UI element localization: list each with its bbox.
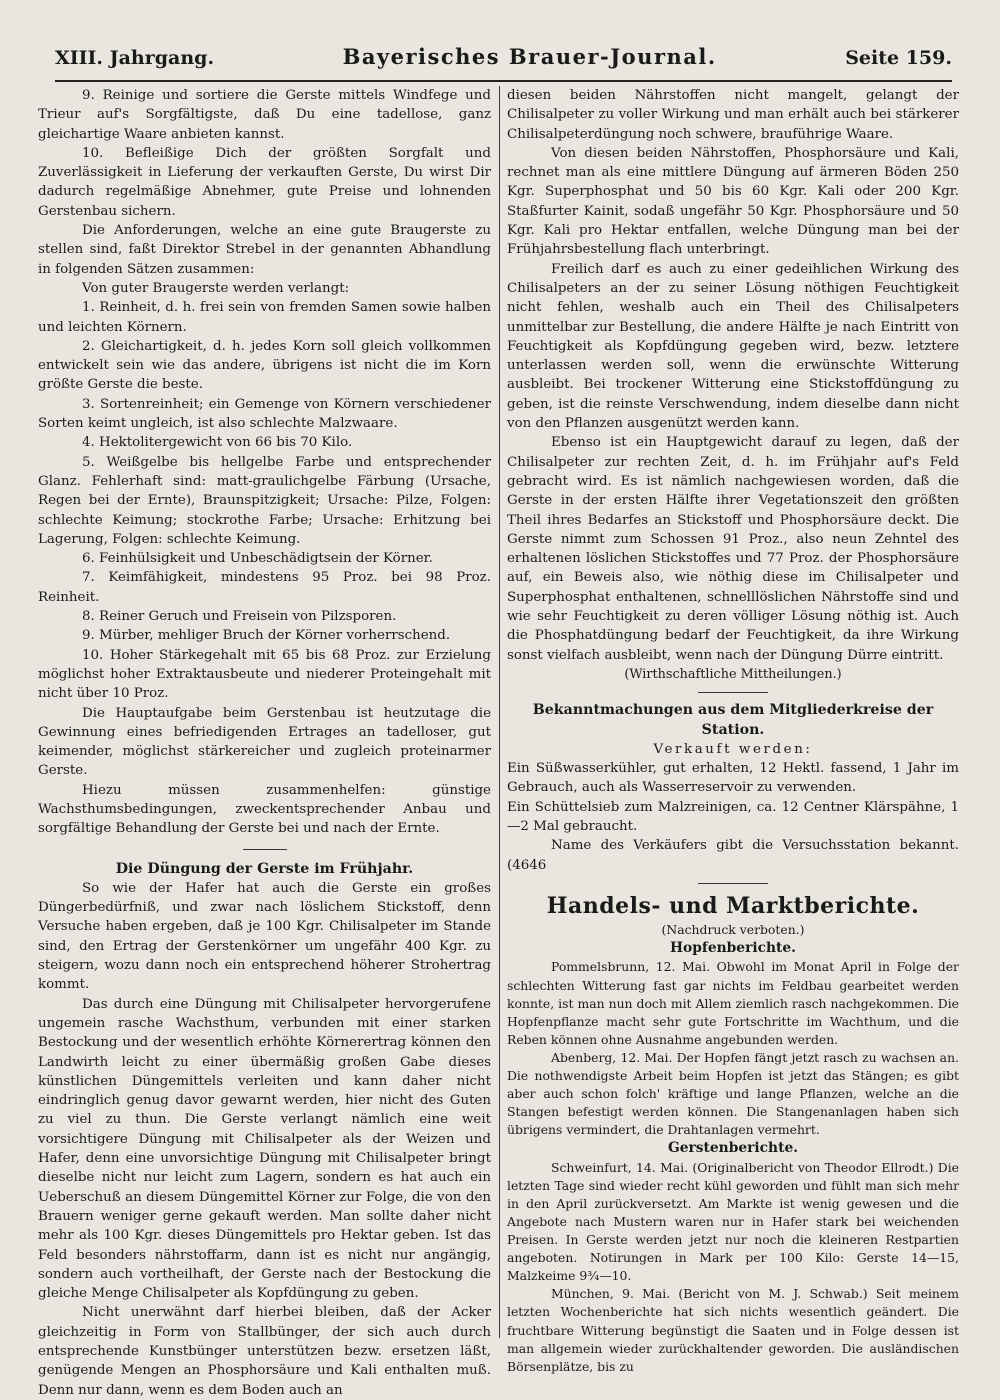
paragraph: 10. Befleißige Dich der größten Sorgfalt und Zuverlässigkeit in Lieferung der verkauften Gerste, Du wirst Dir dadurch regelmäßige Abnehmer, gute Preise und lohnenden Gerstenbau sichern. — [38, 145, 491, 219]
paragraph: Von guter Braugerste werden verlangt: — [82, 280, 350, 296]
announcement: Ein Schüttelsieb zum Malzreinigen, ca. 12 Centner Klärspähne, 1—2 Mal gebraucht. — [507, 799, 959, 834]
barley-reports-title: Gerstenberichte. — [667, 1140, 799, 1157]
list-item: 8. Reiner Geruch und Freisein von Pilzsporen. — [82, 609, 397, 625]
list-item: 5. Weißgelbe bis hellgelbe Farbe und entsprechender Glanz. Fehlerhaft sind: matt-graulichgelbe Färbung (Ursache, Regen bei der Ernte), Braunspitzigkeit; Ursache: Pilze, Folgen: schlechte Keimung; stockrothe Farbe; Ursache: Erhitzung bei Lagerung, Folgen: schlechte Keimung. — [38, 454, 491, 547]
journal-title: Bayerisches Brauer-Journal. — [342, 44, 717, 69]
right-column — [507, 86, 959, 1374]
market-reports-title: Handels- und Marktberichte. — [546, 892, 920, 919]
paragraph: Das durch eine Düngung mit Chilisalpeter hervorgerufene ungemein rasche Wachsthum, verbunden mit einer starken Bestockung und der wesentlich erhöhte Körnerertrag können den Landwirth leicht zu einer übermäßig großen Gabe dieses künstlichen Düngemittels verleiten und kann daher nicht eindringlich genug davor gewarnt werden, hier nicht des Guten zu viel zu thun. Die Gerste verlangt nämlich eine weit vorsichtigere Düngung mit Chilisalpeter als der Weizen und Hafer, denn eine unvorsichtige Düngung mit Chilisalpeter bringt dieselbe nicht nur leicht zum Lagern, sondern es hat auch ein Ueberschuß an diesem Düngemittel Körner zur Folge, die von den Brauern weniger gerne gekauft werden. Man sollte daher nicht mehr als 100 Kgr. dieses Düngemittels pro Hektar geben. Ist das Feld besonders nährstoffarm, dann ist es nicht nur angängig, sondern auch vortheilhaft, der Gerste nach der Bestockung die gleiche Menge Chilisalpeter als Kopfdüngung zu geben. — [38, 996, 491, 1302]
list-item: 7. Keimfähigkeit, mindestens 95 Proz. bei 98 Proz. Reinheit. — [38, 570, 491, 605]
list-item: 6. Feinhülsigkeit und Unbeschädigtsein der Körner. — [82, 551, 433, 567]
list-item: 4. Hektolitergewicht von 66 bis 70 Kilo. — [82, 435, 353, 451]
paragraph: Ebenso ist ein Hauptgewicht darauf zu legen, daß der Chilisalpeter zur rechten Zeit, d. h. im Frühjahr auf's Feld gebracht wird. Es ist nämlich nachgewiesen worden, daß die Gerste in der ersten Hälfte ihrer Vegetationszeit den größten Theil ihres Bedarfes an Stickstoff und Phosphorsäure deckt. Die Gerste nimmt zum Schossen 91 Proz., also neun Zehntel des erhaltenen löslichen Stickstoffes und 77 Proz. der Phosphorsäure auf, ein Beweis also, wie nöthig diese im Chilisalpeter und Superphosphat enthaltenen, schnelllöslichen Nährstoffe sind und wie sehr Feuchtigkeit zu deren völliger Lösung nöthig ist. Auch die Phosphatdüngung bedarf der Feuchtigkeit, da ihre Wirkung sonst vielfach ausbleibt, wenn nach der Düngung Dürre eintritt. — [507, 435, 959, 663]
report-paragraph: München, 9. Mai. (Bericht von M. J. Schwab.) Seit meinem letzten Wochenberichte hat sich nichts wesentlich geändert. Die fruchtbare Witterung begünstigt die Saaten und in Folge dessen ist man allgemein wieder zurückhaltender geworden. Die ausländischen Börsenplätze, bis zu — [507, 1286, 959, 1374]
paragraph: Hiezu müssen zusammenhelfen: günstige Wachsthumsbedingungen, zweckentsprechender Anbau und sorgfältige Behandlung der Gerste bei und nach der Ernte. — [38, 782, 491, 837]
header-rule — [55, 80, 952, 82]
report-paragraph: Abenberg, 12. Mai. Der Hopfen fängt jetzt rasch zu wachsen an. Die nothwendigste Arbeit beim Hopfen ist jetzt das Stängen; es gibt aber auch schon folch' kräftige und lange Pflanzen, welche an die Stangen befestigt werden können. Die Stangenanlagen haben sich übrigens vermindert, die Drahtanlagen vermehrt. — [507, 1049, 959, 1138]
paragraph: Freilich darf es auch zu einer gedeihlichen Wirkung des Chilisalpeters an der zu seiner Lösung nöthigen Feuchtigkeit nicht fehlen, weshalb auch ein Theil des Chilisalpeters unmittelbar zur Bestellung, die andere Hälfte je nach Eintritt von Feuchtigkeit als Kopfdüngung gegeben wird, bezw. letztere unterlassen werden soll, wenn die erwünschte Witterung ausbleibt. Bei trockener Witterung eine Stickstoffdüngung zu geben, ist die reinste Verschwendung, indem dieselbe dann nicht von den Pflanzen ausgenützt werden kann. — [507, 261, 959, 432]
list-item: 9. Mürber, mehliger Bruch der Körner vorherrschend. — [82, 628, 451, 644]
sold-heading: Verkauft werden: — [653, 741, 813, 757]
paragraph: Die Hauptaufgabe beim Gerstenbau ist heutzutage die Gewinnung eines befriedigenden Ertrages an tadelloser, gut keimender, möglichst stärkereicher und zugleich proteinarmer Gerste. — [38, 705, 491, 779]
report-paragraph: Schweinfurt, 14. Mai. (Originalbericht von Theodor Ellrodt.) Die letzten Tage sind wieder recht kühl geworden und fühlt man sich mehr in den April zurückversetzt. Am Markte ist wenig gewesen und die Angebote nach Mustern waren nur in Hafer stark bei weichenden Preisen. In Gerste werden jetzt nur noch die kleineren Restpartien angeboten. Notirungen in Mark per 100 Kilo: Gerste 14—15, Malzkeime 9¾—10. — [507, 1159, 959, 1284]
separator — [698, 692, 768, 693]
page-number: Seite 159. — [845, 47, 952, 69]
paragraph: So wie der Hafer hat auch die Gerste ein großes Düngerbedürfniß, und zwar nach löslichem Stickstoff, denn Versuche haben ergeben, daß je 100 Kgr. Chilisalpeter im Stande sind, den Ertrag der Gerstenkörner um ungefähr 400 Kgr. zu steigern, wozu dann noch ein entsprechend höherer Strohertrag kommt. — [38, 880, 491, 993]
paragraph: Von diesen beiden Nährstoffen, Phosphorsäure und Kali, rechnet man als eine mittlere Düngung auf ärmeren Böden 250 Kgr. Superphosphat und 50 bis 60 Kgr. Kali oder 200 Kgr. Staßfurter Kainit, sodaß ungefähr 50 Kgr. Phosphorsäure und 50 Kgr. Kali pro Hektar entfallen, welche Düngung man bei der Frühjahrsbestellung flach unterbringt. — [507, 145, 959, 258]
announcement: Ein Süßwasserkühler, gut erhalten, 12 Hektl. fassend, 1 Jahr im Gebrauch, auch als Wasserreservoir zu verwenden. — [507, 761, 959, 796]
source-note: (Wirthschaftliche Mittheilungen.) — [624, 666, 842, 682]
column-divider — [499, 86, 500, 1338]
paragraph: Die Anforderungen, welche an eine gute Braugerste zu stellen sind, faßt Direktor Strebel in der genannten Abhandlung in folgenden Sätzen zusammen: — [38, 223, 491, 277]
list-item: 10. Hoher Stärkegehalt mit 65 bis 68 Proz. zur Erzielung möglichst hoher Extraktausbeute und niederer Proteingehalt mit nicht über 10 Proz. — [38, 647, 491, 702]
reprint-note: (Nachdruck verboten.) — [661, 921, 805, 937]
announcement: Name des Verkäufers gibt die Versuchsstation bekannt. (4646 — [507, 838, 959, 873]
separator — [243, 849, 287, 850]
left-column — [38, 86, 491, 1398]
list-item: 3. Sortenreinheit; ein Gemenge von Körnern verschiedener Sorten keimt ungleich, ist also schlechte Malzwaare. — [38, 396, 491, 432]
list-item: 2. Gleichartigkeit, d. h. jedes Korn soll gleich vollkommen entwickelt sein wie das andere, übrigens ist nicht die im Korn größte Gerste die beste. — [38, 338, 491, 393]
paragraph: diesen beiden Nährstoffen nicht mangelt, gelangt der Chilisalpeter zu voller Wirkung und man erhält auch bei stärkerer Chilisalpeterdüngung noch schwere, brauführige Waare. — [507, 88, 959, 142]
list-item: 1. Reinheit, d. h. frei sein von fremden Samen sowie halben und leichten Körnern. — [38, 300, 491, 335]
section-title: Die Düngung der Gerste im Frühjahr. — [115, 860, 414, 877]
volume-label: XIII. Jahrgang. — [55, 47, 215, 69]
announcements-title: Bekanntmachungen aus dem Mitgliederkreise der Station. — [532, 702, 934, 738]
paragraph: 9. Reinige und sortiere die Gerste mittels Windfege und Trieur auf's Sorgfältigste, daß Du eine tadellose, ganz gleichartige Waare anbieten kannst. — [38, 88, 491, 142]
separator — [698, 883, 768, 884]
paragraph: Nicht unerwähnt darf hierbei bleiben, daß der Acker gleichzeitig in Form von Stallbünger, der sich auch durch entsprechende Kunstbünger unterstützen bezw. ersetzen läßt, genügende Mengen an Phosphorsäure und Kali enthalten muß. Denn nur dann, wenn es dem Boden auch an — [38, 1305, 491, 1398]
page-header — [55, 44, 952, 74]
report-paragraph: Pommelsbrunn, 12. Mai. Obwohl im Monat April in Folge der schlechten Witterung fast gar nichts im Feldbau gearbeitet werden konnte, ist man nun doch mit Allem ziemlich rasch nachgekommen. Die Hopfenpflanze macht sehr gute Fortschritte im Wachthum, und die Reben können ohne Ausnahme angebunden werden. — [507, 959, 959, 1047]
hops-reports-title: Hopfenberichte. — [670, 940, 796, 957]
